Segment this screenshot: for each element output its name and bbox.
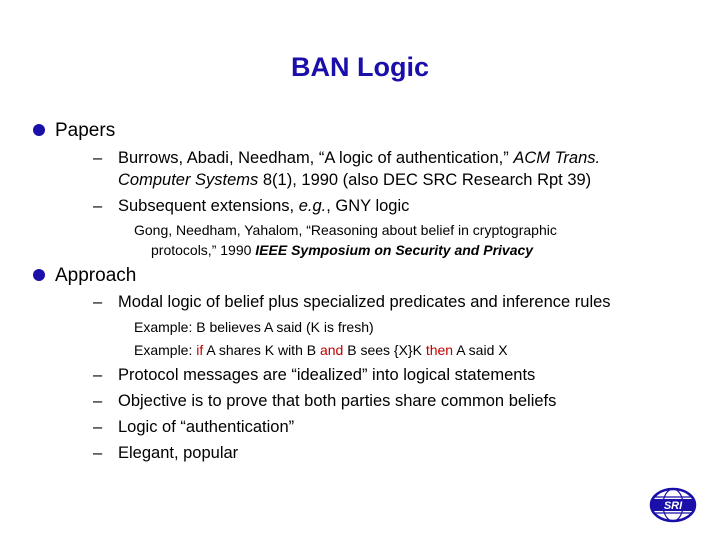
bullet-approach [55,265,136,287]
papers-item-1 [93,147,601,191]
approach-example-2 [134,340,508,360]
papers-item-1-journal-2: Computer Systems [118,171,259,189]
approach-item-2-text: Protocol messages are “idealized” into logical statements [118,366,536,384]
approach-item-5 [93,442,239,464]
keyword-and: and [319,342,344,358]
papers-item-2-eg: e.g. [298,197,327,215]
reference-line-2 [134,240,557,260]
papers-item-2-text: Subsequent extensions, [118,197,299,215]
sri-logo-icon [648,487,698,523]
approach-item-3 [93,390,557,412]
approach-item-4 [93,416,295,438]
dash-icon: – [93,392,103,410]
approach-label: Approach [55,265,137,286]
dash-icon: – [93,444,103,462]
keyword-then: then [425,342,454,358]
reference-text: protocols,” 1990 [151,242,256,258]
papers-item-1-detail: 8(1), 1990 (also DEC SRC Research Rpt 39) [258,171,592,189]
dash-icon: – [93,418,103,436]
papers-item-1-journal: ACM Trans. [513,149,601,167]
approach-item-4-text: Logic of “authentication” [118,418,295,436]
dash-icon: – [93,293,103,311]
example-2-part-b: B sees {X}K [343,342,426,358]
papers-item-2 [93,195,410,217]
bullet-papers [55,120,115,142]
bullet-icon [33,124,45,136]
approach-item-3-text: Objective is to prove that both parties share common beliefs [118,392,557,410]
bullet-icon [33,269,45,281]
approach-item-5-text: Elegant, popular [118,444,239,462]
reference-line-1: Gong, Needham, Yahalom, “Reasoning about belief in cryptographic [134,222,557,238]
dash-icon: – [93,366,103,384]
dash-icon: – [93,197,103,215]
papers-reference [134,220,557,260]
slide-title: BAN Logic [291,52,429,82]
dash-icon: – [93,149,103,167]
keyword-if: if [196,342,204,358]
approach-item-1 [93,291,611,313]
example-2-prefix: Example: [134,342,197,358]
papers-label: Papers [55,120,116,141]
approach-item-1-text: Modal logic of belief plus specialized predicates and inference rules [118,293,611,311]
papers-item-2-rest: , GNY logic [326,197,410,215]
example-2-part-c: A said X [453,342,508,358]
reference-venue: IEEE Symposium on Security and Privacy [255,242,534,258]
approach-item-2 [93,364,536,386]
example-2-part-a: A shares K with B [203,342,320,358]
logo-text: SRI [663,500,683,512]
approach-example-1 [134,317,374,337]
papers-item-1-text: Burrows, Abadi, Needham, “A logic of authentication,” [118,149,514,167]
example-1-text: Example: B believes A said (K is fresh) [134,319,374,335]
